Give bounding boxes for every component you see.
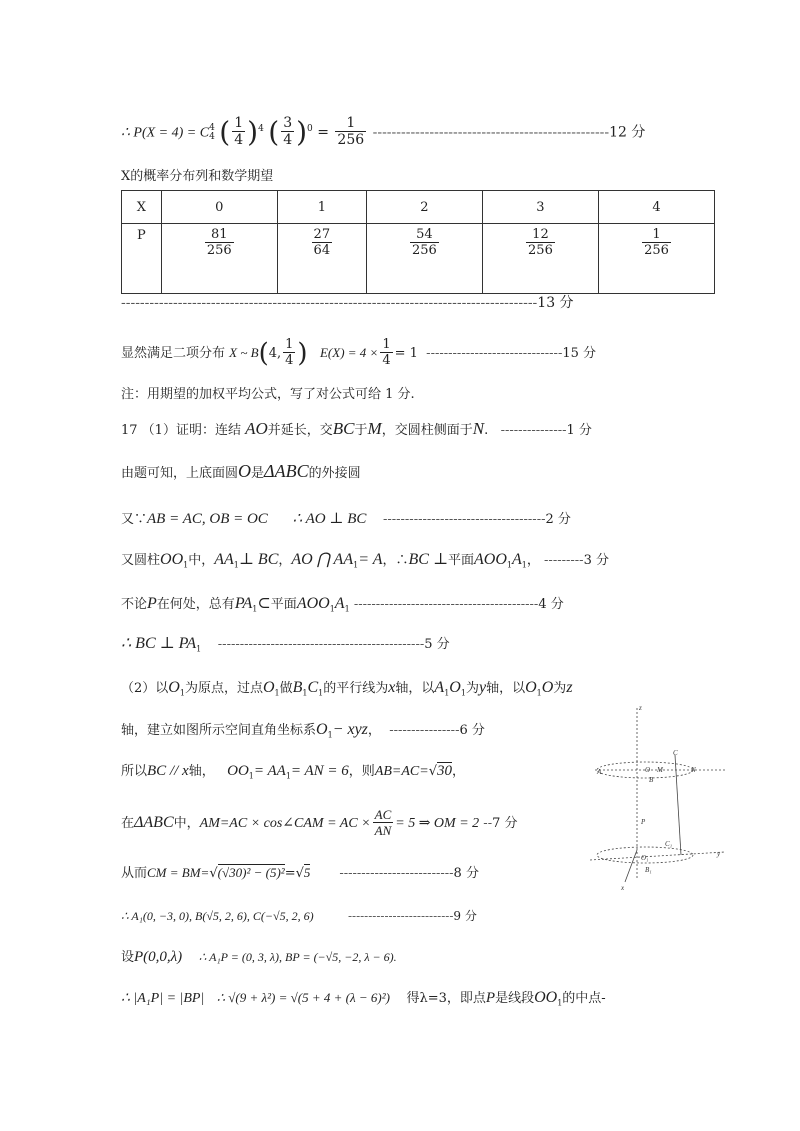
bc-t2: 轴， bbox=[188, 764, 215, 779]
p: P bbox=[485, 990, 496, 1006]
o1: O bbox=[168, 679, 180, 696]
an-eq: = AN = 6 bbox=[290, 763, 349, 779]
y-axis: y bbox=[478, 679, 487, 696]
o: O bbox=[238, 461, 252, 481]
a1: A bbox=[434, 679, 445, 696]
again1-t1: 又∵ bbox=[121, 512, 148, 527]
plane-sub1: 1 bbox=[506, 560, 512, 570]
again2-t1: 又圆柱 bbox=[121, 553, 161, 568]
ab-ac: AB=AC= bbox=[374, 764, 429, 779]
triangle-line bbox=[121, 808, 518, 839]
a1-sub: 1 bbox=[444, 688, 450, 698]
dash-line: ------------------------------- bbox=[426, 345, 563, 361]
pa1: PA bbox=[234, 595, 253, 612]
label-z: z bbox=[639, 704, 642, 712]
exp-num: 1 bbox=[382, 337, 391, 352]
final-t1: 得 bbox=[406, 991, 420, 1006]
score-13: 13 分 bbox=[537, 295, 574, 311]
bc: BC bbox=[332, 419, 355, 438]
score-2: 2 分 bbox=[545, 512, 571, 527]
problem-17-line bbox=[121, 420, 592, 437]
label-x: x bbox=[621, 884, 625, 892]
exp-result: = 1 bbox=[394, 345, 418, 361]
result-den: 256 bbox=[337, 132, 365, 149]
binomial-line: 显然满足二项分布 X ~ B(4, $\frac{1}{4}$ ) E(X) = 4 × $\frac{1}{4}$ = 1 -------------------------------15 分 bbox=[121, 337, 597, 369]
o: O bbox=[541, 679, 554, 696]
note-line: 注：用期望的加权平均公式，写了对公式可给 1 分. bbox=[121, 387, 415, 402]
again2-t4: ，∴ bbox=[382, 553, 409, 568]
c-sup: 4 bbox=[209, 122, 215, 133]
p2-t6: 为 bbox=[465, 681, 479, 696]
o1b: O bbox=[262, 679, 275, 696]
bc-parallel-line: 所以BC // x轴， $OO_1= AA_1=$ AN = 6，则AB=AC=√30， bbox=[121, 763, 466, 781]
score-4: 4 分 bbox=[538, 597, 564, 612]
p2-t7: 轴，以 bbox=[486, 681, 526, 696]
score-7: 7 分 bbox=[492, 815, 518, 831]
final-t3: 是线段 bbox=[495, 991, 535, 1006]
cell-p: P bbox=[122, 224, 162, 294]
om-result: = 5 ⇒ OM = 2 bbox=[395, 815, 480, 831]
label-m: M bbox=[657, 766, 663, 774]
dash-line: --------- bbox=[544, 553, 584, 568]
part2-line-b bbox=[121, 722, 485, 740]
distribution-table bbox=[121, 190, 715, 294]
again2-t5: 平面 bbox=[448, 553, 475, 568]
cell-2: 2 bbox=[366, 191, 482, 224]
o1-sub: 1 bbox=[179, 688, 185, 698]
prob-4 bbox=[598, 224, 714, 294]
pa-sub: 1 bbox=[196, 644, 202, 654]
prob-1-den: 64 bbox=[313, 243, 331, 259]
p2b-t2: ， bbox=[367, 723, 381, 738]
table-title: X的概率分布列和数学期望 bbox=[121, 169, 274, 184]
binom-text: 显然满足二项分布 bbox=[121, 345, 226, 361]
binom-den: 4 bbox=[285, 353, 294, 369]
sys-o: O bbox=[316, 721, 328, 738]
prob-0-den: 256 bbox=[206, 243, 232, 259]
dash-line: ---------------------------------------------------------------------------------------- bbox=[121, 295, 538, 311]
plane-sub1: 1 bbox=[329, 604, 335, 614]
c1-sub: 1 bbox=[318, 688, 324, 698]
score-12: 12 分 bbox=[609, 124, 646, 141]
prob-4-den: 256 bbox=[644, 243, 669, 259]
again2-t2: 中， bbox=[188, 553, 215, 568]
label-c1: C₁ bbox=[665, 840, 673, 848]
tri-abc: ΔABC bbox=[134, 813, 174, 831]
score-15: 15 分 bbox=[562, 345, 597, 361]
prob-0-num: 81 bbox=[205, 228, 234, 243]
p17-t1: 并延长，交 bbox=[267, 423, 333, 438]
bc-perp-pa: ∴ BC ⊥ PA bbox=[121, 635, 197, 652]
cm-eq: = bbox=[284, 866, 296, 881]
exp-2: 0 bbox=[307, 123, 313, 134]
p17-t4: . bbox=[484, 423, 489, 438]
final-line bbox=[121, 990, 606, 1008]
prob-3-den: 256 bbox=[528, 243, 553, 259]
label-o1: O₁ bbox=[641, 854, 649, 862]
again-2-line bbox=[121, 552, 609, 570]
again1-eqs: AB = AC, OB = OC bbox=[147, 511, 268, 527]
prob-4-num: 1 bbox=[642, 228, 671, 243]
circle-line bbox=[121, 462, 361, 480]
score-3: 3 分 bbox=[583, 553, 609, 568]
binom-args: 4, bbox=[268, 345, 282, 361]
prob-0 bbox=[161, 224, 277, 294]
vectors: ∴ A₁P = (0, 3, λ), BP = (−√5, −2, λ − 6). bbox=[198, 950, 397, 964]
abs-eq: ∴ |A₁P| = |BP| bbox=[121, 991, 205, 1006]
oo: OO bbox=[534, 989, 558, 1006]
any-t3: 平面 bbox=[270, 597, 297, 612]
dash-line: -------------------------------------------------- bbox=[372, 124, 610, 141]
subset: ⊂ bbox=[257, 595, 271, 612]
dash-line: ------------------------------------------ bbox=[353, 597, 539, 612]
score-6: 6 分 bbox=[459, 723, 485, 738]
set-p-line bbox=[121, 950, 397, 965]
prob-2-num: 54 bbox=[410, 228, 439, 243]
plane-a: A bbox=[334, 595, 345, 612]
circ-t1: 由题可知，上底面圆 bbox=[121, 466, 239, 481]
p2-t3: 做 bbox=[279, 681, 293, 696]
score-8: 8 分 bbox=[453, 866, 479, 881]
ao: AO bbox=[245, 419, 268, 438]
score-9: 9 分 bbox=[453, 909, 477, 923]
setp-t1: 设 bbox=[121, 950, 135, 965]
aa1-sub: 1 bbox=[233, 560, 239, 570]
table-prob-row bbox=[122, 224, 715, 294]
paren-open: ( bbox=[217, 865, 222, 880]
prob-2 bbox=[366, 224, 482, 294]
cell-4: 4 bbox=[598, 191, 714, 224]
perp-bc: ⊥ BC bbox=[238, 551, 279, 568]
again2-t3: ， bbox=[278, 553, 292, 568]
oo1-sub: 1 bbox=[183, 560, 189, 570]
exp-1: 4 bbox=[258, 123, 264, 134]
label-c: C bbox=[673, 749, 678, 757]
label-b: B bbox=[649, 776, 654, 784]
binom-num: 1 bbox=[285, 337, 294, 352]
dash-line: ----------------------------------------------- bbox=[217, 637, 425, 652]
dash-line: ---------------- bbox=[389, 723, 460, 738]
p17-t2: 于 bbox=[354, 423, 368, 438]
label-y: y bbox=[717, 850, 721, 858]
prob-1-num: 27 bbox=[313, 227, 331, 242]
inter-sub: 1 bbox=[353, 560, 359, 570]
any-p-line bbox=[121, 596, 564, 614]
p2-t4: 的平行线为 bbox=[323, 681, 389, 696]
p2-t2: 为原点，过点 bbox=[184, 681, 263, 696]
plane-aoo: AOO bbox=[296, 595, 330, 612]
cm-line: 从而CM = BM=√(√30)² − (5)²=√5 --------------------------8 分 bbox=[121, 865, 479, 881]
bc-t3: ，则 bbox=[348, 764, 375, 779]
sqrt-30: 30 bbox=[437, 763, 452, 779]
label-n: N bbox=[691, 766, 696, 774]
triangle-abc: ΔABC bbox=[264, 461, 309, 481]
sys-sub: 1 bbox=[327, 730, 333, 740]
circ-t3: 的外接圆 bbox=[308, 466, 361, 481]
aa1-sub: 1 bbox=[285, 771, 291, 781]
o1c-sub: 1 bbox=[460, 688, 466, 698]
tri-t2: 中， bbox=[173, 815, 200, 831]
c-sub: 4 bbox=[209, 131, 215, 142]
inner-30: 30 bbox=[229, 865, 243, 880]
result-num: 1 bbox=[335, 116, 366, 132]
sys-xyz: − xyz bbox=[332, 721, 368, 738]
b1: B bbox=[292, 679, 303, 696]
o1c: O bbox=[449, 679, 461, 696]
square-part: )² − (5)² bbox=[242, 865, 285, 880]
exp-den: 4 bbox=[382, 353, 391, 369]
plane-a: A bbox=[512, 551, 522, 568]
final-t4: 的中点- bbox=[562, 991, 606, 1006]
prob-3 bbox=[482, 224, 598, 294]
ac-num: AC bbox=[374, 807, 392, 822]
again1-therefore: ∴ AO ⊥ BC bbox=[292, 511, 367, 527]
cell-3: 3 bbox=[482, 191, 598, 224]
c1: C bbox=[307, 679, 319, 696]
after-table-line bbox=[121, 296, 574, 310]
x-axis: x bbox=[388, 679, 396, 696]
binom-x: X ~ B bbox=[229, 344, 259, 360]
p-formula-text: ∴ P(X = 4) = C bbox=[121, 125, 210, 141]
lambda-3: λ=3 bbox=[419, 991, 447, 1006]
oo1: OO bbox=[227, 763, 249, 779]
aa1: = AA bbox=[253, 763, 286, 779]
o1d-sub: 1 bbox=[536, 688, 542, 698]
conclusion-line bbox=[121, 636, 450, 654]
z-axis: z bbox=[566, 679, 573, 696]
table-header-row bbox=[122, 191, 715, 224]
n: N bbox=[472, 419, 485, 438]
expectation: E(X) = 4 × bbox=[319, 344, 379, 360]
prob-3-num: 12 bbox=[526, 228, 555, 243]
dash-line: -------------------------- bbox=[339, 866, 454, 881]
pa1-sub: 1 bbox=[252, 604, 258, 614]
oo1-sub: 1 bbox=[248, 771, 254, 781]
score-1: 1 分 bbox=[566, 423, 592, 438]
again-1-line bbox=[121, 512, 571, 527]
prob-1 bbox=[277, 224, 366, 294]
p2b-t1: 轴，建立如图所示空间直角坐标系 bbox=[121, 723, 317, 738]
an-den: AN bbox=[374, 823, 392, 839]
tri-t1: 在 bbox=[121, 815, 135, 831]
label-p: P bbox=[641, 818, 646, 826]
p2-t8: 为 bbox=[553, 681, 567, 696]
score-5: 5 分 bbox=[424, 637, 450, 652]
cell-1: 1 bbox=[277, 191, 366, 224]
dash-line: -------------------------- bbox=[347, 909, 454, 923]
p17-t3: ，交圆柱侧面于 bbox=[381, 423, 473, 438]
aa1: AA bbox=[214, 551, 234, 568]
o1d: O bbox=[525, 679, 537, 696]
plane-aoo: AOO bbox=[474, 551, 507, 568]
equals-sign: = bbox=[317, 124, 329, 141]
final-t2: ，即点 bbox=[446, 991, 486, 1006]
coords-text: ∴ A₁(0, −3, 0), B(√5, 2, 6), C(−√5, 2, 6) bbox=[121, 909, 314, 923]
bc-perp: BC ⊥ bbox=[408, 551, 448, 568]
p2-t5: 轴，以 bbox=[395, 681, 435, 696]
oo-sub: 1 bbox=[557, 998, 563, 1008]
label-b1: B₁ bbox=[645, 866, 652, 874]
dash-line: --------------- bbox=[500, 423, 567, 438]
p-x-equals-4-line: ∴ P(X = 4) = C 4 4 ( $\frac{1}{4}$ )$^4$ ( $\frac{3}{4}$ )$^0$ = $\frac{1}{256}$ --------------------------------------------------12 分 bbox=[121, 115, 646, 149]
dash-line: -- bbox=[483, 815, 493, 831]
intersection: AO ⋂ AA bbox=[291, 551, 354, 568]
b1-sub: 1 bbox=[302, 688, 308, 698]
coordinates-line bbox=[121, 910, 477, 922]
plane-sub2: 1 bbox=[521, 560, 527, 570]
prob-2-den: 256 bbox=[412, 243, 437, 259]
cell-x: X bbox=[122, 191, 162, 224]
circ-t2: 是 bbox=[251, 466, 265, 481]
cm-bm: CM = BM= bbox=[147, 865, 210, 880]
am-formula: AM=AC × cos∠CAM = AC × bbox=[199, 815, 371, 831]
plane-sub2: 1 bbox=[344, 604, 350, 614]
oo1: OO bbox=[160, 551, 184, 568]
coordinate-figure bbox=[585, 700, 735, 900]
any-t1: 不论 bbox=[121, 597, 148, 612]
any-t2: 在何处，总有 bbox=[156, 597, 235, 612]
again2-t6: ， bbox=[526, 553, 540, 568]
p: P bbox=[147, 595, 157, 612]
p17-label: 17 （1）证明：连结 bbox=[121, 423, 241, 438]
part2-line-a bbox=[121, 680, 573, 698]
cell-0: 0 bbox=[161, 191, 277, 224]
p2-t1: （2）以 bbox=[121, 681, 169, 696]
eq-a: = A bbox=[358, 551, 383, 568]
sqrt-5: 5 bbox=[303, 865, 311, 880]
sqrt-eq: ∴ √(9 + λ²) = √(5 + 4 + (λ − 6)²) bbox=[216, 990, 390, 1005]
bc-t1: 所以 bbox=[121, 764, 148, 779]
bc-t4: ， bbox=[452, 764, 466, 779]
o1b-sub: 1 bbox=[274, 688, 280, 698]
bc-parallel-x: BC // x bbox=[147, 763, 189, 779]
p-coord: P(0,0,λ) bbox=[134, 949, 183, 965]
dash-line: ------------------------------------- bbox=[382, 512, 546, 527]
label-o: O bbox=[645, 766, 651, 774]
m: M bbox=[367, 419, 382, 438]
label-a: A bbox=[597, 768, 602, 776]
cm-t1: 从而 bbox=[121, 866, 148, 881]
